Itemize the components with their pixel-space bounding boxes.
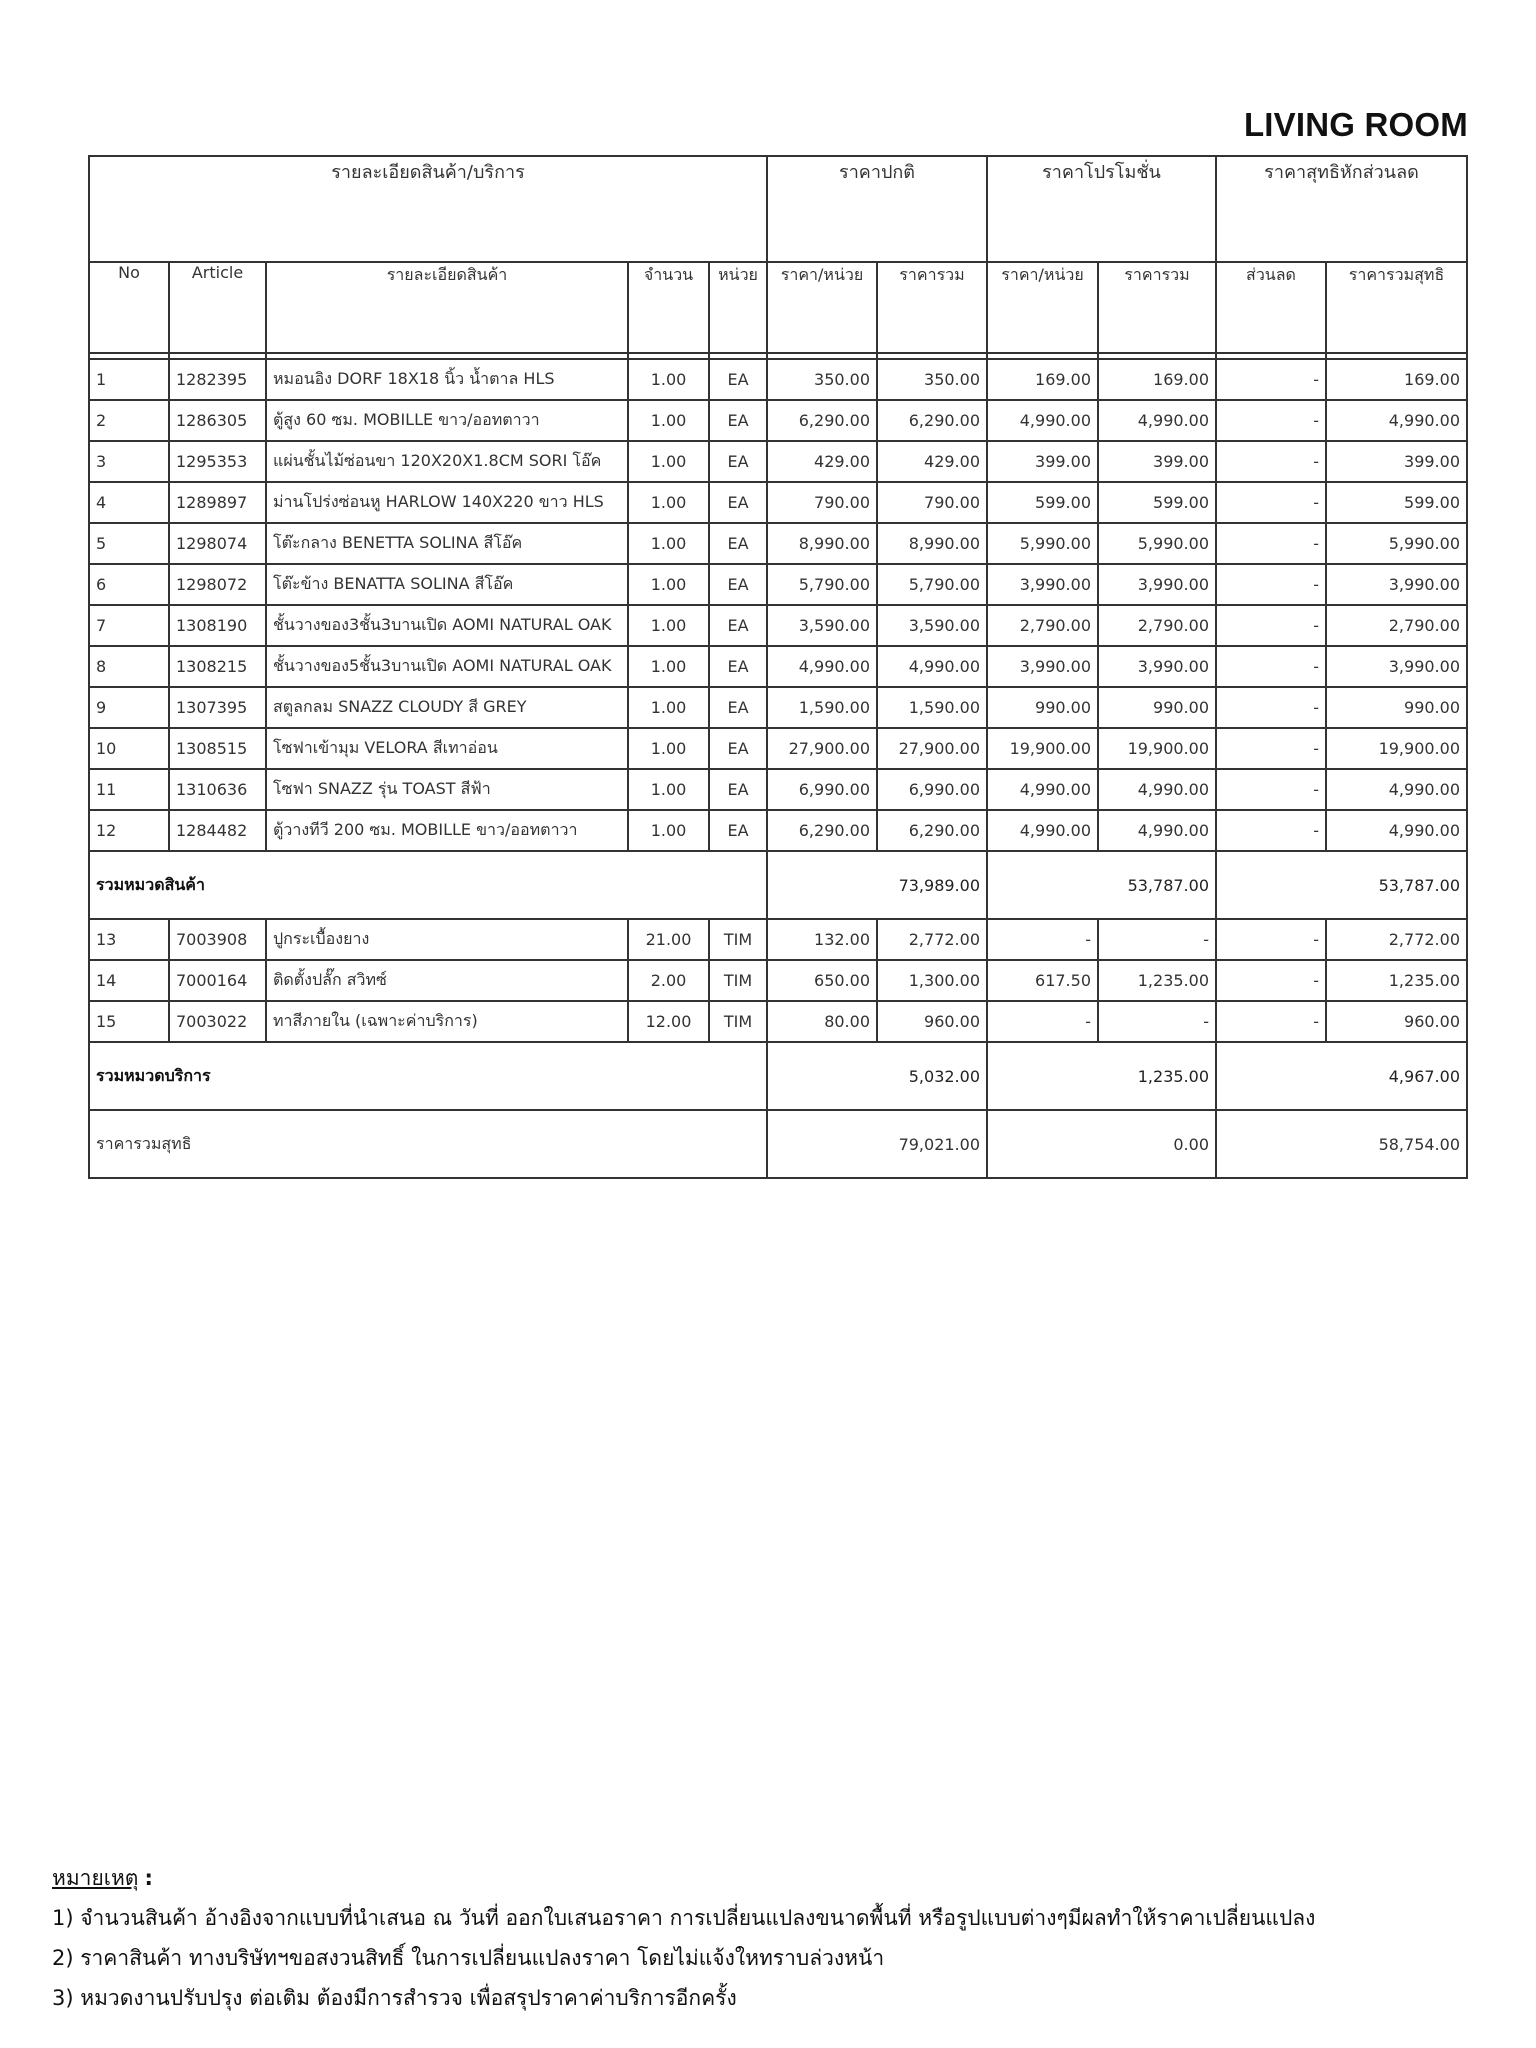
group-header-details: รายละเอียดสินค้า/บริการ — [89, 156, 767, 262]
column-header-description: รายละเอียดสินค้า — [266, 262, 628, 353]
cell-unit-price: 132.00 — [767, 919, 877, 960]
cell-promo-unit-price: 5,990.00 — [987, 523, 1098, 564]
cell-net-total: 2,790.00 — [1326, 605, 1467, 646]
cell-promo-unit-price: 3,990.00 — [987, 646, 1098, 687]
table-row — [89, 523, 1467, 564]
cell-description: ชั้นวางของ3ชั้น3บานเปิด AOMI NATURAL OAK — [266, 605, 628, 646]
cell-promo-total: 399.00 — [1098, 441, 1216, 482]
cell-description: โซฟา SNAZZ รุ่น TOAST สีฟ้า — [266, 769, 628, 810]
cell-net-total: 4,990.00 — [1326, 769, 1467, 810]
cell-article: 1295353 — [169, 441, 266, 482]
cell-article: 1289897 — [169, 482, 266, 523]
group-header-promo-price: ราคาโปรโมชั่น — [987, 156, 1216, 262]
cell-discount: - — [1216, 728, 1326, 769]
cell-total: 350.00 — [877, 359, 987, 400]
cell-description: หมอนอิง DORF 18X18 นิ้ว น้ำตาล HLS — [266, 359, 628, 400]
cell-qty: 21.00 — [628, 919, 709, 960]
cell-discount: - — [1216, 482, 1326, 523]
cell-unit-price: 429.00 — [767, 441, 877, 482]
cell-unit: TIM — [709, 1001, 767, 1042]
cell-net-total: 19,900.00 — [1326, 728, 1467, 769]
cell-promo-total: 990.00 — [1098, 687, 1216, 728]
cell-discount: - — [1216, 687, 1326, 728]
column-header-promo-unit-price: ราคา/หน่วย — [987, 262, 1098, 353]
cell-no: 12 — [89, 810, 169, 851]
cell-no: 1 — [89, 359, 169, 400]
cell-promo-total: 3,990.00 — [1098, 646, 1216, 687]
cell-net-total: 4,990.00 — [1326, 400, 1467, 441]
cell-total: 8,990.00 — [877, 523, 987, 564]
column-header-unit: หน่วย — [709, 262, 767, 353]
cell-article: 1307395 — [169, 687, 266, 728]
cell-unit-price: 4,990.00 — [767, 646, 877, 687]
cell-unit: TIM — [709, 960, 767, 1001]
cell-unit: EA — [709, 810, 767, 851]
cell-article: 1286305 — [169, 400, 266, 441]
cell-unit: EA — [709, 441, 767, 482]
cell-net-total: 399.00 — [1326, 441, 1467, 482]
cell-net-total: 5,990.00 — [1326, 523, 1467, 564]
table-row — [89, 646, 1467, 687]
cell-qty: 12.00 — [628, 1001, 709, 1042]
cell-unit: EA — [709, 646, 767, 687]
cell-unit-price: 790.00 — [767, 482, 877, 523]
cell-promo-total: 169.00 — [1098, 359, 1216, 400]
table-row — [89, 359, 1467, 400]
cell-total: 2,772.00 — [877, 919, 987, 960]
cell-unit-price: 27,900.00 — [767, 728, 877, 769]
cell-qty: 2.00 — [628, 960, 709, 1001]
cell-net-total: 3,990.00 — [1326, 564, 1467, 605]
grand-total-label: ราคารวมสุทธิ — [89, 1110, 767, 1178]
cell-discount: - — [1216, 441, 1326, 482]
product-subtotal-total: 73,989.00 — [767, 851, 987, 919]
service-rows — [89, 919, 1467, 1042]
product-subtotal-promo-total: 53,787.00 — [987, 851, 1216, 919]
cell-discount: - — [1216, 1001, 1326, 1042]
cell-article: 7003908 — [169, 919, 266, 960]
column-header-net-total: ราคารวมสุทธิ — [1326, 262, 1467, 353]
cell-total: 6,290.00 — [877, 400, 987, 441]
cell-promo-unit-price: 617.50 — [987, 960, 1098, 1001]
column-header-no: No — [89, 262, 169, 353]
cell-no: 14 — [89, 960, 169, 1001]
service-subtotal-total: 5,032.00 — [767, 1042, 987, 1110]
cell-promo-unit-price: 19,900.00 — [987, 728, 1098, 769]
cell-promo-total: 1,235.00 — [1098, 960, 1216, 1001]
cell-unit: EA — [709, 687, 767, 728]
table-row — [89, 810, 1467, 851]
cell-no: 5 — [89, 523, 169, 564]
note-item-2: 2) ราคาสินค้า ทางบริษัทฯขอสงวนสิทธิ์ ในการเปลี่ยนแปลงราคา โดยไม่แจ้งใหทราบล่วงหน้า — [52, 1946, 885, 1970]
cell-net-total: 990.00 — [1326, 687, 1467, 728]
cell-promo-total: 5,990.00 — [1098, 523, 1216, 564]
cell-promo-unit-price: 990.00 — [987, 687, 1098, 728]
cell-article: 7003022 — [169, 1001, 266, 1042]
notes-heading: หมายเหตุ — [52, 1866, 139, 1890]
cell-no: 7 — [89, 605, 169, 646]
cell-article: 1310636 — [169, 769, 266, 810]
cell-description: โซฟาเข้ามุม VELORA สีเทาอ่อน — [266, 728, 628, 769]
cell-net-total: 1,235.00 — [1326, 960, 1467, 1001]
cell-unit: EA — [709, 359, 767, 400]
cell-no: 6 — [89, 564, 169, 605]
cell-qty: 1.00 — [628, 564, 709, 605]
column-header-unit-price: ราคา/หน่วย — [767, 262, 877, 353]
cell-promo-total: 19,900.00 — [1098, 728, 1216, 769]
notes-heading-line — [52, 1858, 1492, 1898]
cell-unit: EA — [709, 564, 767, 605]
service-subtotal-net: 4,967.00 — [1216, 1042, 1467, 1110]
cell-total: 5,790.00 — [877, 564, 987, 605]
group-header-regular-price: ราคาปกติ — [767, 156, 987, 262]
cell-promo-total: - — [1098, 919, 1216, 960]
column-header-discount: ส่วนลด — [1216, 262, 1326, 353]
notes-section — [52, 1858, 1492, 2018]
table-row — [89, 728, 1467, 769]
cell-total: 1,590.00 — [877, 687, 987, 728]
cell-total: 6,290.00 — [877, 810, 987, 851]
cell-unit-price: 6,290.00 — [767, 810, 877, 851]
cell-unit: EA — [709, 728, 767, 769]
table-row — [89, 687, 1467, 728]
product-subtotal-row — [89, 851, 1467, 919]
cell-qty: 1.00 — [628, 646, 709, 687]
cell-total: 27,900.00 — [877, 728, 987, 769]
column-header-qty: จำนวน — [628, 262, 709, 353]
cell-promo-unit-price: 399.00 — [987, 441, 1098, 482]
cell-qty: 1.00 — [628, 400, 709, 441]
cell-discount: - — [1216, 769, 1326, 810]
cell-unit: TIM — [709, 919, 767, 960]
cell-discount: - — [1216, 564, 1326, 605]
cell-net-total: 960.00 — [1326, 1001, 1467, 1042]
cell-total: 790.00 — [877, 482, 987, 523]
group-header-net-price: ราคาสุทธิหักส่วนลด — [1216, 156, 1467, 262]
product-subtotal-label: รวมหมวดสินค้า — [89, 851, 767, 919]
cell-total: 1,300.00 — [877, 960, 987, 1001]
cell-unit-price: 5,790.00 — [767, 564, 877, 605]
cell-unit: EA — [709, 482, 767, 523]
cell-unit-price: 6,990.00 — [767, 769, 877, 810]
cell-net-total: 169.00 — [1326, 359, 1467, 400]
note-item-3: 3) หมวดงานปรับปรุง ต่อเติม ต้องมีการสำรวจ เพื่อสรุปราคาค่าบริการอีกครั้ง — [52, 1986, 737, 2010]
cell-description: ชั้นวางของ5ชั้น3บานเปิด AOMI NATURAL OAK — [266, 646, 628, 687]
grand-total-total: 79,021.00 — [767, 1110, 987, 1178]
table-row — [89, 400, 1467, 441]
cell-description: ตู้วางทีวี 200 ซม. MOBILLE ขาว/ออทตาวา — [266, 810, 628, 851]
cell-net-total: 2,772.00 — [1326, 919, 1467, 960]
cell-description: ปูกระเบื้องยาง — [266, 919, 628, 960]
cell-article: 7000164 — [169, 960, 266, 1001]
cell-discount: - — [1216, 646, 1326, 687]
cell-discount: - — [1216, 960, 1326, 1001]
cell-description: โต๊ะข้าง BENATTA SOLINA สีโอ๊ค — [266, 564, 628, 605]
cell-no: 4 — [89, 482, 169, 523]
service-subtotal-promo-total: 1,235.00 — [987, 1042, 1216, 1110]
cell-unit: EA — [709, 400, 767, 441]
cell-discount: - — [1216, 919, 1326, 960]
table-row — [89, 605, 1467, 646]
cell-article: 1282395 — [169, 359, 266, 400]
cell-no: 2 — [89, 400, 169, 441]
cell-unit-price: 6,290.00 — [767, 400, 877, 441]
cell-promo-unit-price: 3,990.00 — [987, 564, 1098, 605]
table-row — [89, 482, 1467, 523]
cell-no: 3 — [89, 441, 169, 482]
cell-total: 3,590.00 — [877, 605, 987, 646]
cell-promo-total: 4,990.00 — [1098, 769, 1216, 810]
service-subtotal-row — [89, 1042, 1467, 1110]
cell-no: 15 — [89, 1001, 169, 1042]
cell-article: 1308190 — [169, 605, 266, 646]
cell-promo-total: 599.00 — [1098, 482, 1216, 523]
cell-unit-price: 650.00 — [767, 960, 877, 1001]
cell-no: 10 — [89, 728, 169, 769]
product-rows — [89, 353, 1467, 851]
cell-article: 1308215 — [169, 646, 266, 687]
cell-qty: 1.00 — [628, 810, 709, 851]
cell-promo-unit-price: - — [987, 1001, 1098, 1042]
grand-total-row — [89, 1110, 1467, 1178]
cell-description: ตู้สูง 60 ซม. MOBILLE ขาว/ออทตาวา — [266, 400, 628, 441]
cell-promo-unit-price: 599.00 — [987, 482, 1098, 523]
cell-article: 1298074 — [169, 523, 266, 564]
cell-promo-unit-price: 4,990.00 — [987, 400, 1098, 441]
service-subtotal-label: รวมหมวดบริการ — [89, 1042, 767, 1110]
cell-promo-total: - — [1098, 1001, 1216, 1042]
cell-discount: - — [1216, 810, 1326, 851]
table-row — [89, 1001, 1467, 1042]
cell-unit-price: 3,590.00 — [767, 605, 877, 646]
cell-discount: - — [1216, 523, 1326, 564]
cell-description: สตูลกลม SNAZZ CLOUDY สี GREY — [266, 687, 628, 728]
cell-qty: 1.00 — [628, 482, 709, 523]
cell-discount: - — [1216, 359, 1326, 400]
cell-no: 8 — [89, 646, 169, 687]
cell-qty: 1.00 — [628, 359, 709, 400]
cell-total: 429.00 — [877, 441, 987, 482]
quotation-table — [88, 155, 1468, 1179]
product-subtotal-net: 53,787.00 — [1216, 851, 1467, 919]
cell-description: โต๊ะกลาง BENETTA SOLINA สีโอ๊ค — [266, 523, 628, 564]
cell-total: 6,990.00 — [877, 769, 987, 810]
grand-total-net: 58,754.00 — [1216, 1110, 1467, 1178]
cell-qty: 1.00 — [628, 523, 709, 564]
note-item-1: 1) จำนวนสินค้า อ้างอิงจากแบบที่นำเสนอ ณ วันที่ ออกใบเสนอราคา การเปลี่ยนแปลงขนาดพื้นที่ หรือรูปแบบต่างๆมีผลทำให้ราคาเปลี่ยนแปลง — [52, 1906, 1316, 1930]
cell-discount: - — [1216, 400, 1326, 441]
cell-promo-total: 4,990.00 — [1098, 400, 1216, 441]
cell-promo-unit-price: 169.00 — [987, 359, 1098, 400]
cell-no: 13 — [89, 919, 169, 960]
cell-net-total: 4,990.00 — [1326, 810, 1467, 851]
cell-qty: 1.00 — [628, 441, 709, 482]
table-row — [89, 769, 1467, 810]
cell-promo-total: 3,990.00 — [1098, 564, 1216, 605]
grand-total-promo-total: 0.00 — [987, 1110, 1216, 1178]
cell-unit-price: 80.00 — [767, 1001, 877, 1042]
cell-no: 9 — [89, 687, 169, 728]
table-row — [89, 564, 1467, 605]
column-header-total: ราคารวม — [877, 262, 987, 353]
cell-unit: EA — [709, 605, 767, 646]
cell-description: ทาสีภายใน (เฉพาะค่าบริการ) — [266, 1001, 628, 1042]
cell-promo-unit-price: 4,990.00 — [987, 769, 1098, 810]
cell-total: 4,990.00 — [877, 646, 987, 687]
column-header-article: Article — [169, 262, 266, 353]
cell-qty: 1.00 — [628, 728, 709, 769]
cell-description: ม่านโปร่งซ่อนหู HARLOW 140X220 ขาว HLS — [266, 482, 628, 523]
cell-unit-price: 1,590.00 — [767, 687, 877, 728]
cell-promo-unit-price: - — [987, 919, 1098, 960]
cell-article: 1284482 — [169, 810, 266, 851]
cell-no: 11 — [89, 769, 169, 810]
cell-unit: EA — [709, 769, 767, 810]
cell-qty: 1.00 — [628, 687, 709, 728]
cell-qty: 1.00 — [628, 769, 709, 810]
cell-article: 1298072 — [169, 564, 266, 605]
column-header-promo-total: ราคารวม — [1098, 262, 1216, 353]
cell-total: 960.00 — [877, 1001, 987, 1042]
cell-promo-total: 4,990.00 — [1098, 810, 1216, 851]
cell-net-total: 599.00 — [1326, 482, 1467, 523]
cell-promo-unit-price: 4,990.00 — [987, 810, 1098, 851]
cell-promo-unit-price: 2,790.00 — [987, 605, 1098, 646]
cell-unit-price: 8,990.00 — [767, 523, 877, 564]
cell-description: แผ่นชั้นไม้ซ่อนขา 120X20X1.8CM SORI โอ๊ค — [266, 441, 628, 482]
cell-description: ติดตั้งปลั๊ก สวิทซ์ — [266, 960, 628, 1001]
notes-colon: : — [144, 1866, 153, 1890]
cell-unit: EA — [709, 523, 767, 564]
table-row — [89, 960, 1467, 1001]
cell-promo-total: 2,790.00 — [1098, 605, 1216, 646]
cell-discount: - — [1216, 605, 1326, 646]
cell-article: 1308515 — [169, 728, 266, 769]
cell-qty: 1.00 — [628, 605, 709, 646]
cell-unit-price: 350.00 — [767, 359, 877, 400]
table-row — [89, 441, 1467, 482]
page-title: LIVING ROOM — [1243, 106, 1468, 143]
table-row — [89, 919, 1467, 960]
cell-net-total: 3,990.00 — [1326, 646, 1467, 687]
